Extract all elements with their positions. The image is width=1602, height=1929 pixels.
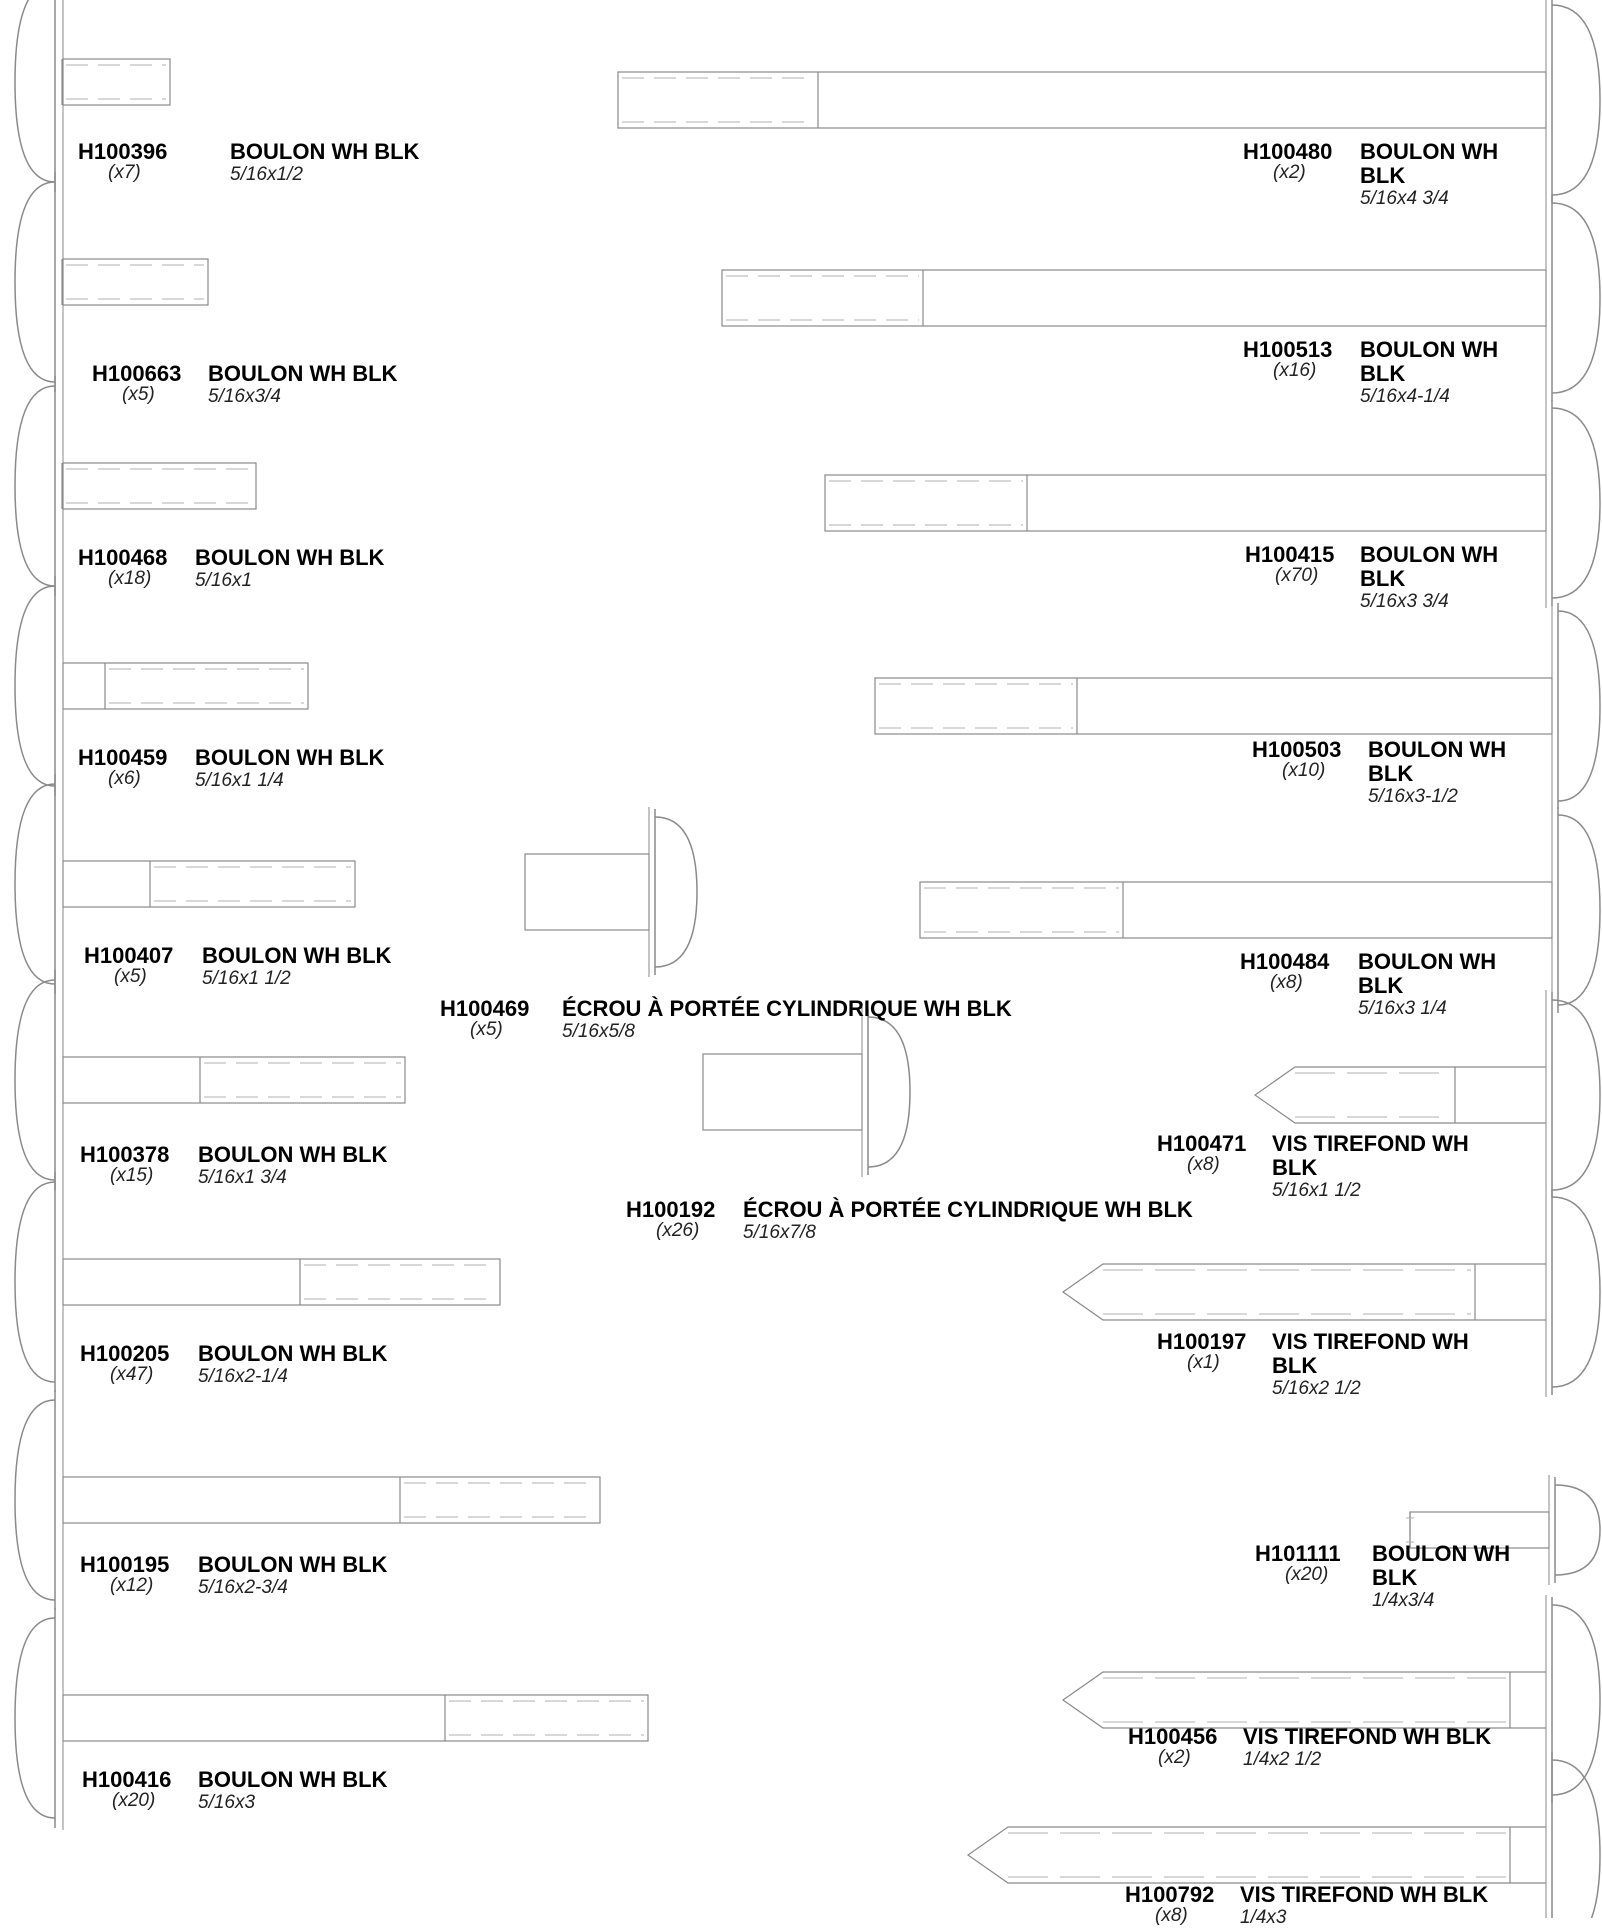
part-size: 5/16x2-3/4 — [198, 1577, 288, 1598]
part-size: 5/16x1 1/4 — [195, 770, 284, 791]
bolt-left-0-shaft — [63, 59, 170, 105]
bolt-right-6-head — [1552, 1197, 1600, 1387]
part-quantity: (x70) — [1275, 565, 1319, 586]
part-name: BOULON WH — [1358, 949, 1497, 974]
part-quantity: (x20) — [112, 1790, 156, 1811]
part-size: 5/16x1 — [195, 570, 253, 591]
part-quantity: (x6) — [108, 768, 141, 789]
bolt-right-4-shaft — [920, 882, 1552, 938]
part-quantity: (x47) — [110, 1364, 154, 1385]
bolt-left-7-shaft — [63, 1477, 600, 1523]
part-code: H100663 — [92, 361, 182, 386]
bolt-right-1-head — [1552, 203, 1600, 393]
bolt-left-5-head — [15, 980, 55, 1180]
part-code: H100396 — [78, 139, 168, 164]
part-size: 5/16x4-1/4 — [1360, 386, 1450, 407]
part-quantity: (x7) — [108, 162, 141, 183]
part-code: H100205 — [80, 1341, 170, 1366]
part-code: H100469 — [440, 996, 530, 1021]
part-quantity: (x26) — [656, 1220, 700, 1241]
part-quantity: (x5) — [122, 384, 155, 405]
part-code: H100513 — [1243, 337, 1333, 362]
part-name: BOULON WH BLK — [198, 1142, 388, 1167]
part-quantity: (x16) — [1273, 360, 1317, 381]
bolt-right-4-head — [1558, 815, 1600, 1005]
bolt-left-3-head — [15, 586, 55, 786]
part-size: 5/16x3 3/4 — [1360, 591, 1449, 612]
part-code: H100407 — [84, 943, 174, 968]
bolt-right-5-shaft — [1255, 1067, 1546, 1123]
part-size: 5/16x2-1/4 — [198, 1366, 288, 1387]
part-size: 5/16x1 3/4 — [198, 1167, 287, 1188]
bolt-right-3-shaft — [875, 678, 1552, 734]
part-quantity: (x1) — [1187, 1352, 1220, 1373]
part-code: H100416 — [82, 1767, 172, 1792]
bolt-left-6-shaft — [63, 1259, 500, 1305]
bolt-right-9-shaft — [968, 1827, 1546, 1883]
bolt-right-1-shaft — [722, 270, 1546, 326]
bolt-left-2-head — [15, 386, 55, 586]
part-name: BOULON WH — [1360, 542, 1499, 567]
part-size: 5/16x1 1/2 — [1272, 1180, 1361, 1201]
part-quantity: (x18) — [108, 568, 152, 589]
part-name: ÉCROU À PORTÉE CYLINDRIQUE WH BLK — [743, 1197, 1193, 1222]
part-size: 5/16x3/4 — [208, 386, 281, 407]
part-name: BOULON WH BLK — [195, 745, 385, 770]
part-code: H100378 — [80, 1142, 170, 1167]
part-quantity: (x10) — [1282, 760, 1326, 781]
part-name: BOULON WH BLK — [198, 1341, 388, 1366]
part-name: BOULON WH BLK — [208, 361, 398, 386]
part-name: ÉCROU À PORTÉE CYLINDRIQUE WH BLK — [562, 996, 1012, 1021]
part-name: BOULON WH — [1360, 337, 1499, 362]
barrel-nut-0-body — [525, 854, 649, 930]
bolt-left-6-head — [15, 1182, 55, 1382]
part-size: 1/4x2 1/2 — [1243, 1749, 1322, 1770]
part-size: 1/4x3/4 — [1372, 1590, 1435, 1611]
part-size: 5/16x3-1/2 — [1368, 786, 1458, 807]
part-size: 5/16x2 1/2 — [1272, 1378, 1361, 1399]
part-name-line2: BLK — [1360, 163, 1406, 188]
part-quantity: (x5) — [470, 1019, 503, 1040]
part-code: H100415 — [1245, 542, 1335, 567]
bolt-left-8-shaft — [63, 1695, 648, 1741]
part-code: H100197 — [1157, 1329, 1247, 1354]
part-quantity: (x12) — [110, 1575, 154, 1596]
part-code: H100471 — [1157, 1131, 1247, 1156]
part-quantity: (x15) — [110, 1165, 154, 1186]
part-name-line2: BLK — [1368, 761, 1414, 786]
part-name: BOULON WH BLK — [198, 1552, 388, 1577]
bolt-left-8-head — [15, 1618, 55, 1818]
part-size: 1/4x3 — [1240, 1907, 1287, 1928]
bolt-left-1-shaft — [63, 259, 208, 305]
bolt-right-8-head — [1552, 1605, 1600, 1795]
bolt-left-2-shaft — [63, 463, 256, 509]
part-size: 5/16x1/2 — [230, 164, 303, 185]
bolt-right-8-shaft — [1063, 1672, 1546, 1728]
part-size: 5/16x3 — [198, 1792, 256, 1813]
part-quantity: (x8) — [1187, 1154, 1220, 1175]
bolt-left-4-head — [15, 784, 55, 984]
barrel-nut-0-head — [655, 817, 697, 967]
part-quantity: (x8) — [1270, 972, 1303, 993]
part-name: BOULON WH — [1372, 1541, 1511, 1566]
barrel-nut-1-body — [703, 1054, 862, 1130]
part-name-line2: BLK — [1360, 361, 1406, 386]
part-name-line2: BLK — [1272, 1155, 1318, 1180]
bolt-right-7-head — [1555, 1485, 1600, 1575]
part-code: H100456 — [1128, 1724, 1218, 1749]
part-code: H100480 — [1243, 139, 1333, 164]
part-quantity: (x8) — [1155, 1905, 1188, 1926]
part-quantity: (x2) — [1273, 162, 1306, 183]
part-quantity: (x2) — [1158, 1747, 1191, 1768]
bolt-right-6-shaft — [1063, 1264, 1546, 1320]
bolt-left-4-shaft — [63, 861, 355, 907]
part-name-line2: BLK — [1358, 973, 1404, 998]
part-name: BOULON WH BLK — [195, 545, 385, 570]
bolt-left-3-shaft — [63, 663, 308, 709]
part-code: H100503 — [1252, 737, 1342, 762]
part-name: BOULON WH BLK — [230, 139, 420, 164]
barrel-nut-1-head — [868, 1017, 910, 1167]
part-name: BOULON WH — [1360, 139, 1499, 164]
bolt-left-0-head — [15, 0, 55, 182]
bolt-left-1-head — [15, 182, 55, 382]
part-name: VIS TIREFOND WH BLK — [1243, 1724, 1492, 1749]
part-code: H101111 — [1255, 1541, 1341, 1566]
part-name: BOULON WH BLK — [198, 1767, 388, 1792]
bolt-left-7-head — [15, 1400, 55, 1600]
bolt-right-2-head — [1552, 408, 1600, 598]
part-code: H100792 — [1125, 1882, 1215, 1907]
part-name: VIS TIREFOND WH — [1272, 1329, 1469, 1354]
part-size: 5/16x1 1/2 — [202, 968, 291, 989]
part-quantity: (x5) — [114, 966, 147, 987]
part-name-line2: BLK — [1372, 1565, 1418, 1590]
part-name: VIS TIREFOND WH BLK — [1240, 1882, 1489, 1907]
bolt-right-2-shaft — [825, 475, 1546, 531]
part-code: H100195 — [80, 1552, 170, 1577]
bolt-right-9-head — [1552, 1760, 1600, 1918]
bolt-left-5-shaft — [63, 1057, 405, 1103]
part-size: 5/16x3 1/4 — [1358, 998, 1447, 1019]
part-code: H100468 — [78, 545, 168, 570]
bolt-right-3-head — [1558, 611, 1600, 801]
part-name: BOULON WH BLK — [202, 943, 392, 968]
part-name-line2: BLK — [1272, 1353, 1318, 1378]
part-name-line2: BLK — [1360, 566, 1406, 591]
bolt-right-0-shaft — [618, 72, 1546, 128]
bolt-right-5-head — [1552, 1000, 1600, 1190]
part-name: VIS TIREFOND WH — [1272, 1131, 1469, 1156]
part-size: 5/16x7/8 — [743, 1222, 816, 1243]
part-name: BOULON WH — [1368, 737, 1507, 762]
part-size: 5/16x5/8 — [562, 1021, 635, 1042]
bolt-right-0-head — [1552, 5, 1600, 195]
part-code: H100484 — [1240, 949, 1330, 974]
part-quantity: (x20) — [1285, 1564, 1329, 1585]
part-size: 5/16x4 3/4 — [1360, 188, 1449, 209]
part-code: H100192 — [626, 1197, 716, 1222]
part-code: H100459 — [78, 745, 168, 770]
